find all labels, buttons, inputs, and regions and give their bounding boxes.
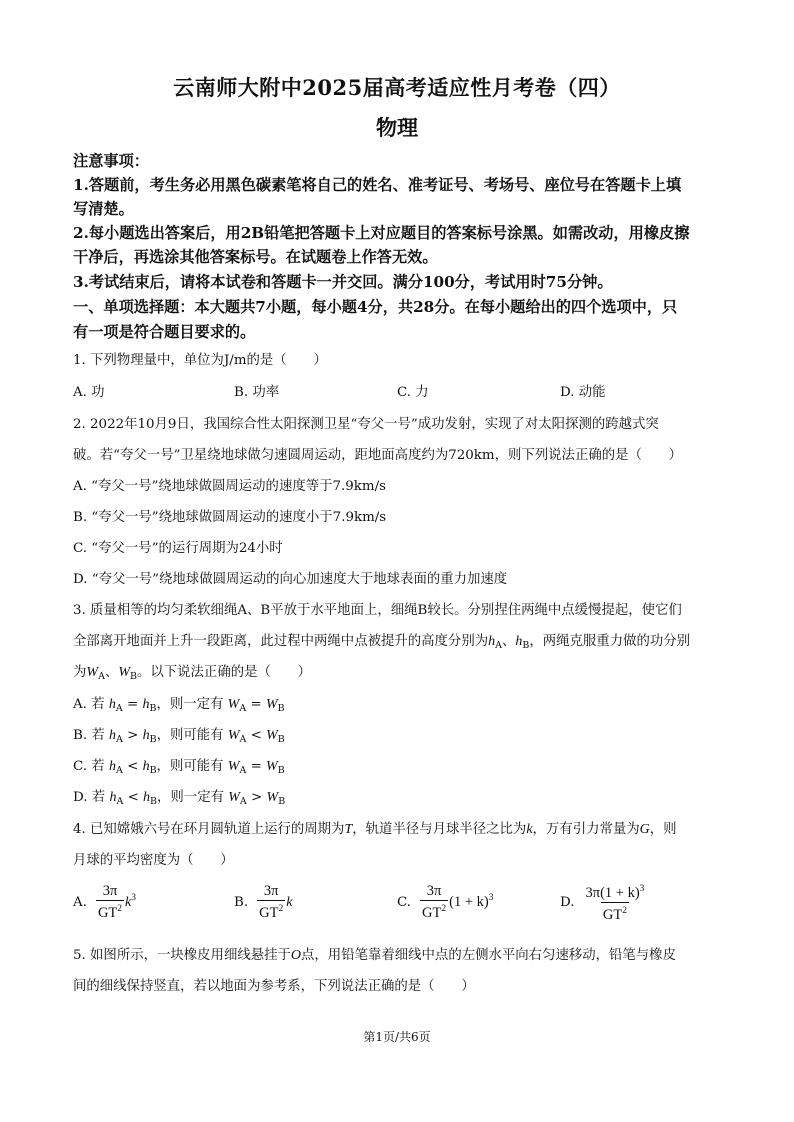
q3-option-a: A. 若 $h_A = h_B$，则一定有 $W_A = W_B$ bbox=[73, 697, 285, 714]
fraction: $\frac{3\pi}{GT^2}$ bbox=[422, 882, 447, 921]
section-heading: 一、单项选择题：本大题共7小题，每小题4分，共28分。在每小题给出的四个选项中，只 bbox=[73, 298, 678, 316]
q1-option-b: B. 功率 bbox=[234, 385, 280, 400]
q2-option-c: C. “夸父一号”的运行周期为24小时 bbox=[73, 541, 283, 556]
q3-stem: 3. 质量相等的均匀柔软细绳A、B平放于水平地面上，细绳B较长。分别捏住两绳中点缓慢提起，使它们 bbox=[73, 603, 682, 618]
q4-option-c: C. $\frac{3\pi}{GT^2}$ $(1 + k)^3$ bbox=[397, 882, 494, 921]
q2-option-a: A. “夸父一号”绕地球做圆周运动的速度等于7.9km/s bbox=[73, 479, 387, 494]
subject-title: 物理 bbox=[376, 115, 418, 140]
q1-option-d: D. 动能 bbox=[560, 385, 606, 400]
page-number: 第1页/共6页 bbox=[363, 1030, 431, 1044]
section-heading: 有一项是符合题目要求的。 bbox=[73, 323, 256, 341]
q3-option-d: D. 若 $h_A < h_B$，则一定有 $W_A > W_B$ bbox=[73, 790, 286, 807]
notice-line: 干净后，再选涂其他答案标号。在试题卷上作答无效。 bbox=[73, 248, 438, 266]
q4-option-b: B. $\frac{3\pi}{GT^2}$ k bbox=[234, 882, 293, 921]
notice-line: 写清楚。 bbox=[73, 200, 134, 218]
q3-option-b: B. 若 $h_A > h_B$，则可能有 $W_A < W_B$ bbox=[73, 728, 285, 745]
q4-option-d: D. $\frac{3\pi(1 + k)^3}{GT^2}$ bbox=[560, 882, 647, 922]
q5-stem: 间的细线保持竖直，若以地面为参考系，下列说法正确的是（ ） bbox=[73, 979, 475, 994]
q3-option-c: C. 若 $h_A < h_B$，则可能有 $W_A = W_B$ bbox=[73, 759, 285, 776]
fraction: $\frac{3\pi}{GT^2}$ bbox=[259, 882, 284, 921]
q2-option-d: D. “夸父一号”绕地球做圆周运动的向心加速度大于地球表面的重力加速度 bbox=[73, 572, 508, 587]
q1-option-a: A. 功 bbox=[73, 385, 105, 400]
notice-line: 1.答题前，考生务必用黑色碳素笔将自己的姓名、准考证号、考场号、座位号在答题卡上填 bbox=[73, 176, 682, 194]
q4-option-a: A. $\frac{3\pi}{GT^2}$ $k^3$ bbox=[73, 882, 136, 921]
notice-line: 3.考试结束后，请将本试卷和答题卡一并交回。满分100分，考试用时75分钟。 bbox=[73, 273, 613, 291]
q4-stem: 4. 已知嫦娥六号在环月圆轨道上运行的周期为T，轨道半径与月球半径之比为k，万有引力常量为G，则 bbox=[73, 822, 677, 837]
q2-option-b: B. “夸父一号”绕地球做圆周运动的速度小于7.9km/s bbox=[73, 510, 387, 525]
q3-stem: 全部离开地面并上升一段距离，此过程中两绳中点被提升的高度分别为$h_A$、$h_B$，两绳克服重力做的功分别 bbox=[73, 634, 691, 651]
q4-stem: 月球的平均密度为（ ） bbox=[73, 853, 234, 868]
q5-stem: 5. 如图所示，一块橡皮用细线悬挂于O点，用铅笔靠着细线中点的左侧水平向右匀速移动，铅笔与橡皮 bbox=[73, 948, 676, 963]
q2-stem: 2. 2022年10月9日，我国综合性太阳探测卫星“夸父一号”成功发射，实现了对太阳探测的跨越式突 bbox=[73, 417, 659, 432]
q2-stem: 破。若“夸父一号”卫星绕地球做匀速圆周运动，距地面高度约为720km，则下列说法正确的是（ ） bbox=[73, 448, 683, 463]
fraction: $\frac{3\pi}{GT^2}$ bbox=[97, 882, 123, 921]
q1-stem: 1. 下列物理量中，单位为J/m的是（ ） bbox=[73, 353, 327, 368]
q1-option-c: C. 力 bbox=[397, 385, 429, 400]
notice-line: 2.每小题选出答案后，用2B铅笔把答题卡上对应题目的答案标号涂黑。如需改动，用橡皮擦 bbox=[73, 224, 690, 242]
notice-heading: 注意事项： bbox=[73, 152, 149, 170]
fraction: $\frac{3\pi(1 + k)^3}{GT^2}$ bbox=[585, 883, 645, 923]
q3-stem: 为$W_A$、$W_B$。以下说法正确的是（ ） bbox=[73, 665, 312, 682]
exam-title: 云南师大附中2025届高考适应性月考卷（四） bbox=[173, 75, 621, 100]
